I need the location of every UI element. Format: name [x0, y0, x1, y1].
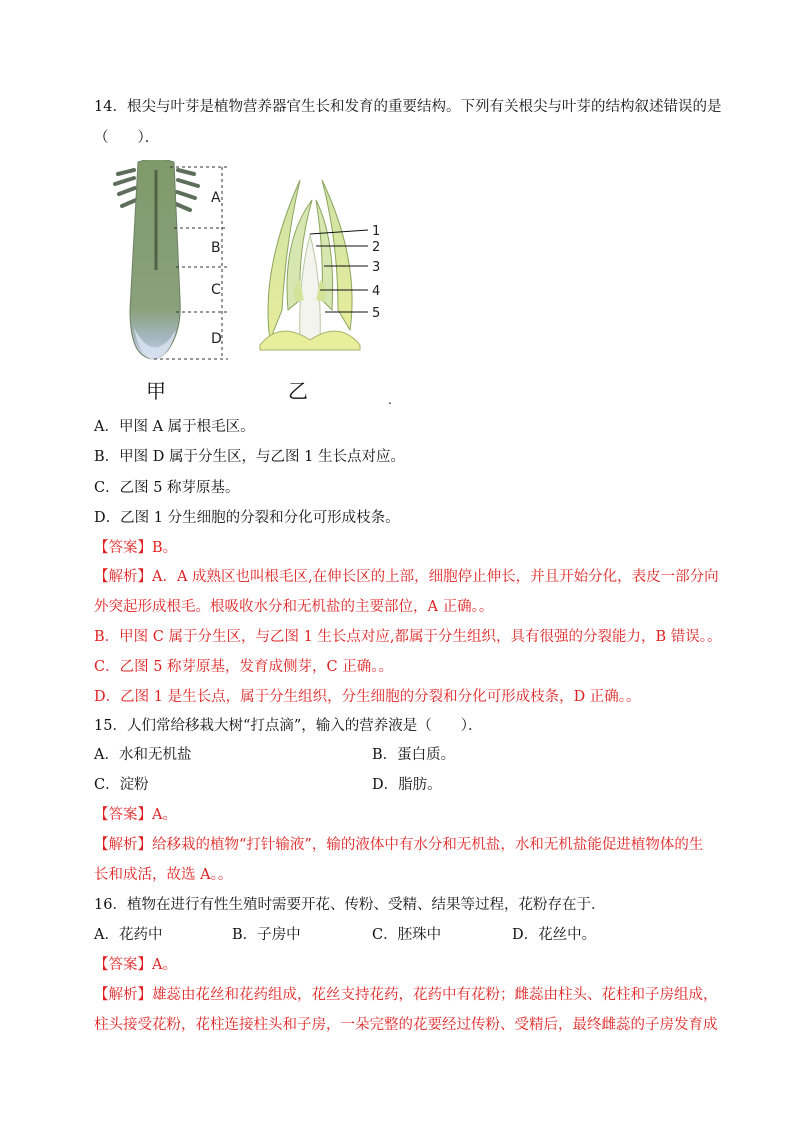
caption-jia: 甲 [146, 379, 166, 403]
bud-label-1: 1 [372, 224, 381, 239]
q14-option-d: D．乙图 1 分生细胞的分裂和分化可形成枝条。 [94, 510, 400, 526]
q16-option-b: B．子房中 [232, 927, 301, 943]
q14-answer: 【答案】B。 [94, 540, 178, 556]
q16-answer: 【答案】A。 [94, 957, 177, 973]
q14-option-a: A．甲图 A 属于根毛区。 [94, 419, 255, 435]
q14-analysis-line2: 外突起形成根毛。根吸收水分和无机盐的主要部位，A 正确。。 [94, 599, 494, 615]
q14-option-c: C．乙图 5 称芽原基。 [94, 480, 240, 496]
q16-analysis-line1: 【解析】雄蕊由花丝和花药组成，花丝支持花药，花药中有花粉；雌蕊由柱头、花柱和子房组成， [94, 987, 718, 1003]
root-label-d: D [211, 331, 222, 347]
q14-analysis-line5: D．乙图 1 是生长点，属于分生组织，分生细胞的分裂和分化可形成枝条，D 正确。。 [94, 689, 641, 705]
q14-figure [110, 160, 400, 410]
q16-stem: 16．植物在进行有性生殖时需要开花、传粉、受精、结果等过程，花粉存在于． [94, 897, 606, 913]
q15-stem: 15．人们常给移栽大树“打点滴”，输入的营养液是（ ）． [94, 718, 483, 734]
bud-label-5: 5 [372, 306, 381, 321]
q14-stem-line2: （ ）． [94, 130, 160, 146]
q14-analysis-line1: 【解析】A．A 成熟区也叫根毛区,在伸长区的上部，细胞停止伸长，并且开始分化，表皮一部分向 [94, 569, 719, 585]
q15-analysis-line1: 【解析】给移栽的植物“打针输液”，输的液体中有水分和无机盐，水和无机盐能促进植物体的生 [94, 837, 704, 853]
q15-option-b: B．蛋白质。 [372, 747, 456, 763]
q16-option-a: A．花药中 [94, 927, 163, 943]
root-label-c: C [211, 282, 221, 298]
caption-dot: . [388, 393, 392, 407]
root-label-b: B [211, 240, 221, 256]
bud-label-3: 3 [372, 260, 381, 275]
leaf-bud-diagram [260, 180, 380, 350]
q14-analysis-line4: C．乙图 5 称芽原基，发育成侧芽，C 正确。。 [94, 659, 393, 675]
q16-option-d: D．花丝中。 [512, 927, 597, 943]
bud-label-4: 4 [372, 284, 381, 299]
q14-stem-line1: 14．根尖与叶芽是植物营养器官生长和发育的重要结构。下列有关根尖与叶芽的结构叙述错误的是 [94, 99, 722, 115]
q15-option-a: A．水和无机盐 [94, 747, 192, 763]
q15-analysis-line2: 长和成活，故选 A。。 [94, 867, 233, 883]
q14-option-b: B．甲图 D 属于分生区，与乙图 1 生长点对应。 [94, 449, 405, 465]
q16-option-c: C．胚珠中 [372, 927, 442, 943]
bud-label-2: 2 [372, 240, 381, 255]
caption-yi: 乙 [288, 379, 308, 403]
q15-option-c: C．淀粉 [94, 777, 149, 793]
bud-axis [300, 235, 321, 345]
root-label-a: A [211, 190, 221, 206]
q15-answer: 【答案】A。 [94, 807, 177, 823]
q16-analysis-line2: 柱头接受花粉，花柱连接柱头和子房，一朵完整的花要经过传粉、受精后，最终雌蕊的子房发育成 [94, 1017, 718, 1033]
q15-option-d: D．脂肪。 [372, 777, 442, 793]
q14-analysis-line3: B．甲图 C 属于分生区，与乙图 1 生长点对应,都属于分生组织，具有很强的分裂能力，B 错误。。 [94, 629, 722, 645]
root-tip-diagram [115, 160, 228, 360]
